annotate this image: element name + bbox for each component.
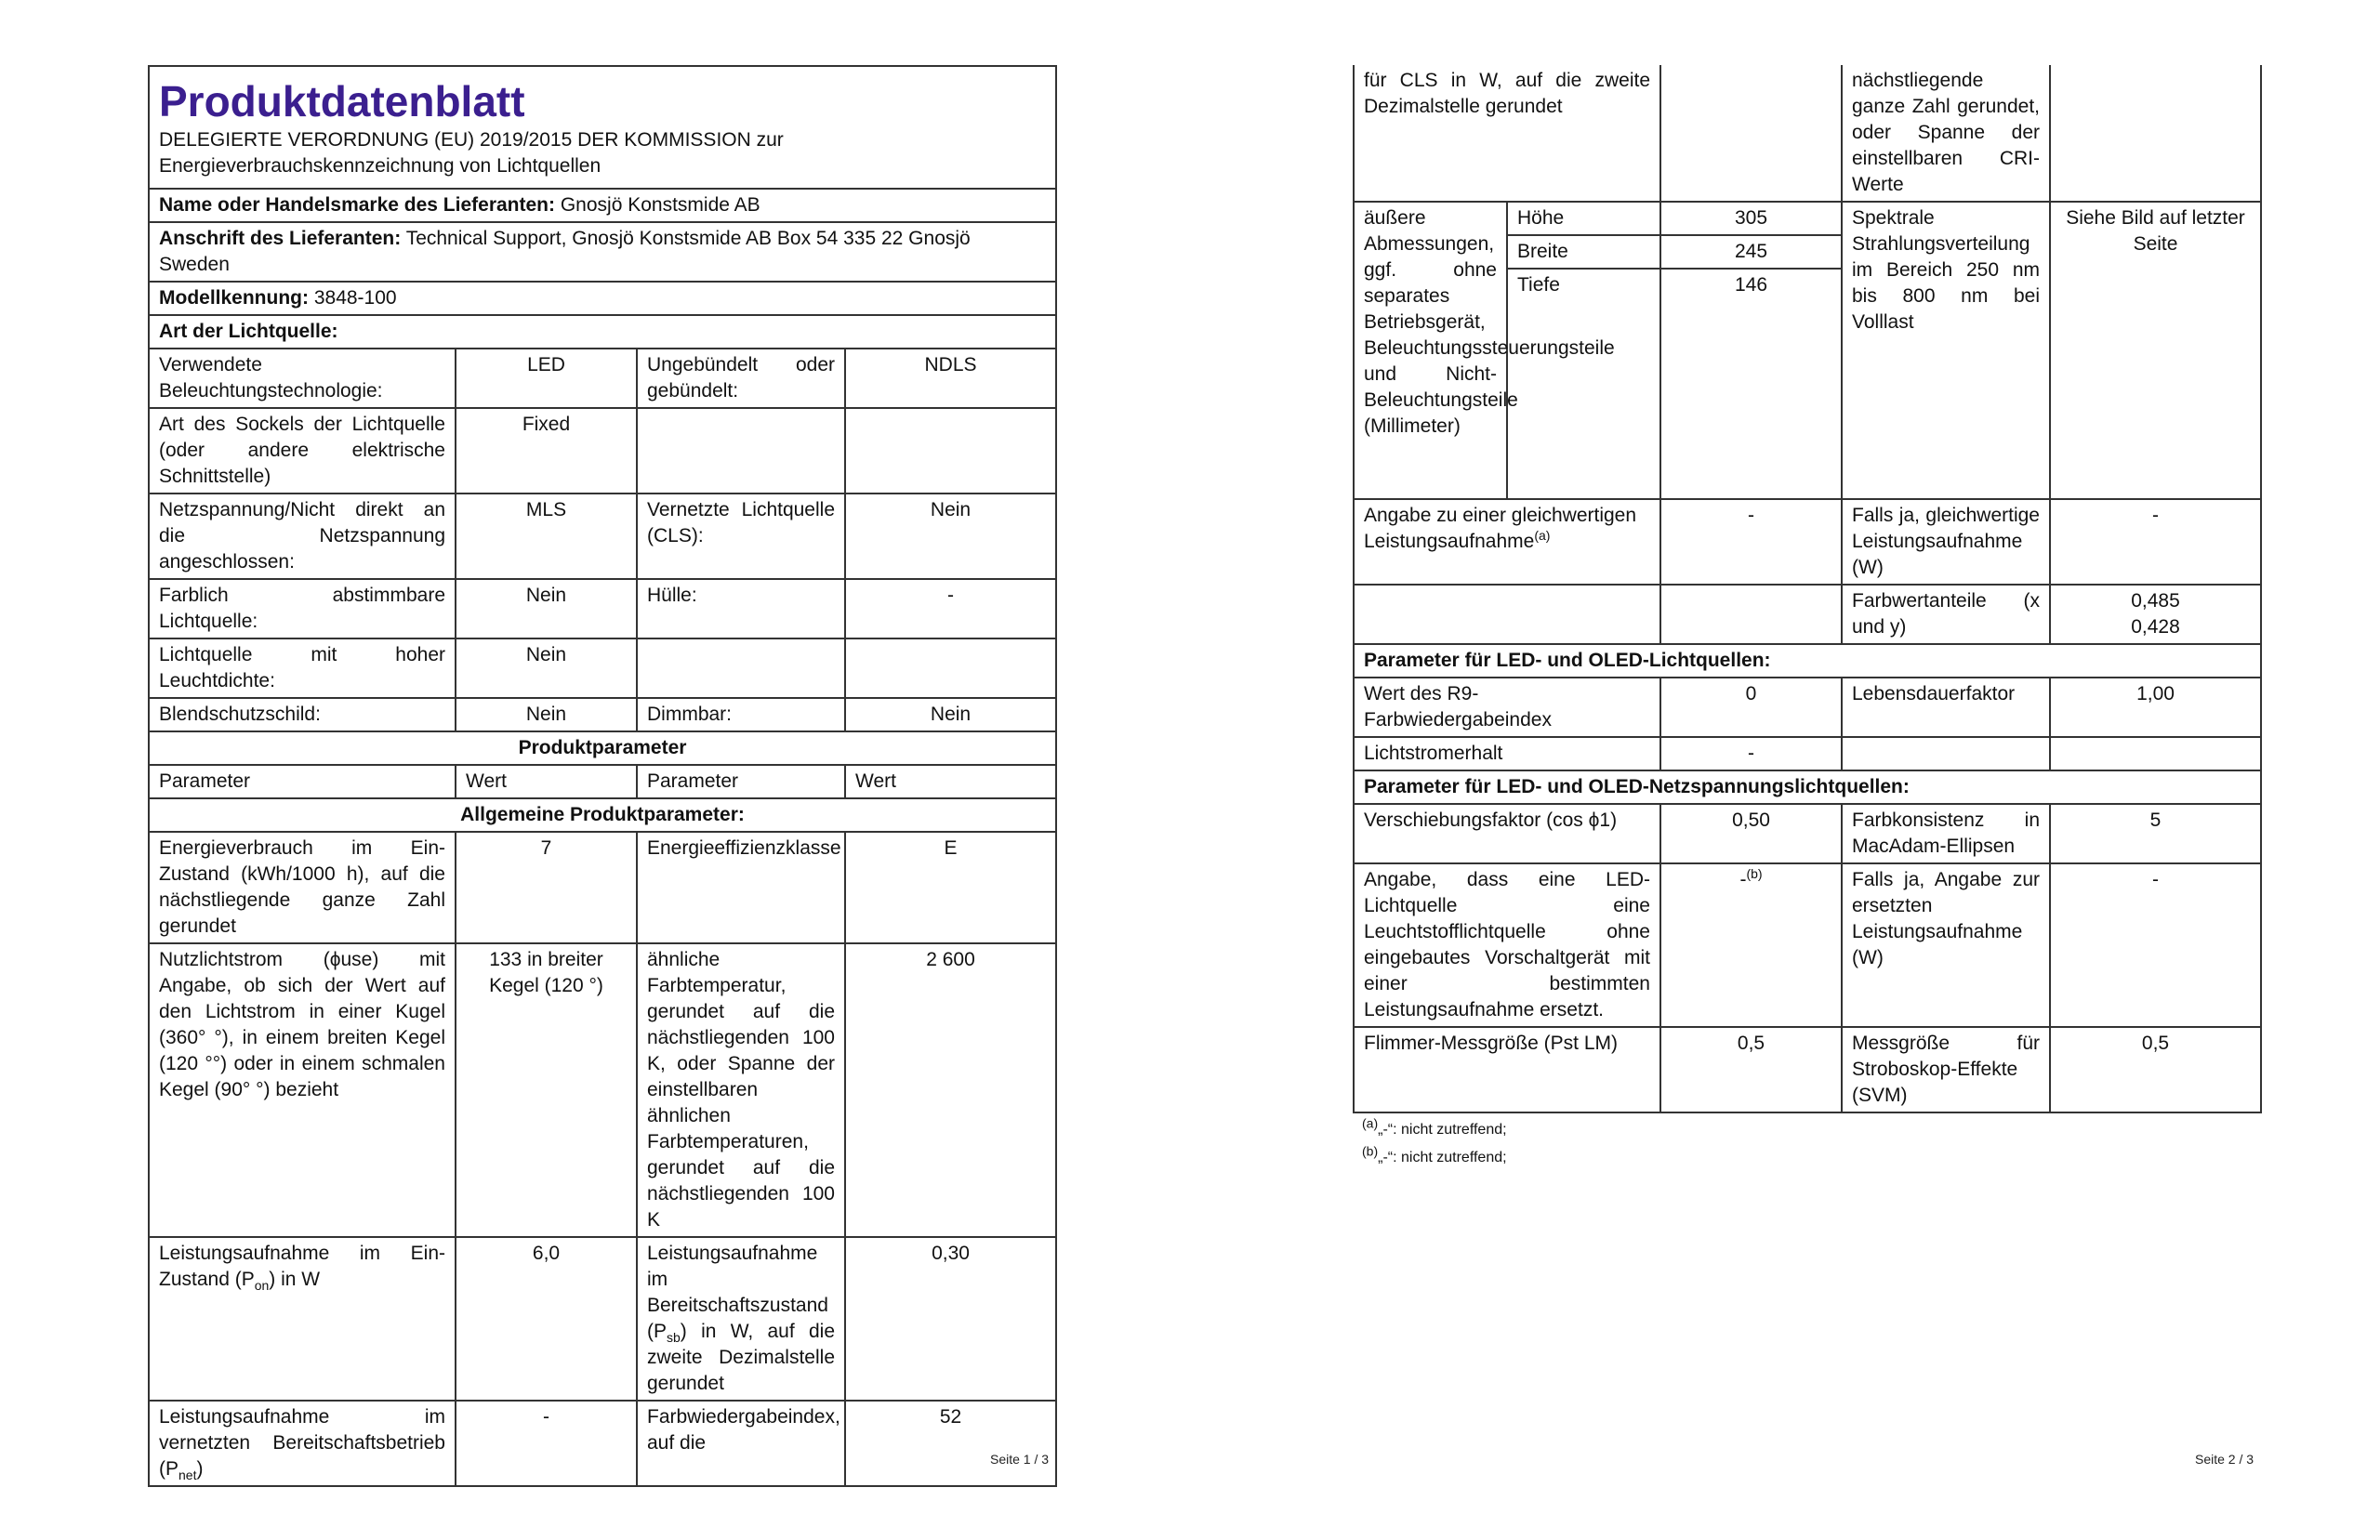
row-value: E: [845, 832, 1056, 943]
color-consistency-value: 5: [2050, 804, 2261, 863]
replacement-value-text: -: [1739, 869, 1747, 890]
product-sheet-table: [148, 65, 1057, 1487]
footnote-text: „-“: nicht zutreffend;: [1378, 1150, 1507, 1165]
net-standby-label: [149, 1401, 456, 1486]
row-value: 7: [456, 832, 637, 943]
continued-label: nächstliegende ganze Zahl gerundet, oder Spanne der einstellbaren CRI-Werte: [1842, 65, 2050, 202]
stroboscopic-label: Messgröße für Stroboskop-Effekte (SVM): [1842, 1027, 2050, 1112]
footnotes: [1362, 1115, 2269, 1167]
footnote-mark: (a): [1534, 528, 1551, 543]
footnote-b: [1362, 1143, 2269, 1167]
row-value: Nein: [845, 494, 1056, 579]
standby-value: 0,30: [845, 1237, 1056, 1401]
page-2: [1353, 0, 2260, 1540]
supplier-row: [149, 189, 1056, 222]
row-label: Ungebündelt oder gebündelt:: [637, 349, 845, 408]
row-label: Farblich abstimmbare Lichtquelle:: [149, 579, 456, 638]
empty-cell: [1660, 585, 1842, 644]
mains-params-header: Parameter für LED- und OLED-Netzspannungslichtquellen:: [1354, 770, 2261, 804]
replacement-yes-value: -: [2050, 863, 2261, 1027]
table-row: [1354, 499, 2261, 585]
table-row: [149, 349, 1056, 408]
row-value: LED: [456, 349, 637, 408]
continued-label: für CLS in W, auf die zweite Dezimalstelle gerundet: [1354, 65, 1660, 202]
continued-value: [2050, 65, 2261, 202]
power-on-label-text: Leistungsaufnahme im Ein-Zustand (P: [159, 1243, 445, 1290]
table-row: [149, 408, 1056, 494]
regulation-subtitle: DELEGIERTE VERORDNUNG (EU) 2019/2015 DER KOMMISSION zur Energieverbrauchskennzeichnung von Lichtquellen: [159, 129, 784, 177]
column-header-row: [149, 765, 1056, 798]
spectral-label: Spektrale Strahlungsverteilung im Bereich 250 nm bis 800 nm bei Volllast: [1842, 202, 2050, 499]
footnote-mark: (a): [1362, 1115, 1379, 1131]
row-value: Nein: [456, 698, 637, 731]
lifetime-value: 1,00: [2050, 678, 2261, 737]
table-row: [1354, 202, 2261, 235]
dimension-value: 305: [1660, 202, 1842, 235]
r9-label: Wert des R9-Farbwiedergabeindex: [1354, 678, 1660, 737]
equivalent-yes-label: Falls ja, gleichwertige Leistungsaufnahme (W): [1842, 499, 2050, 585]
empty-cell: [1354, 585, 1660, 644]
table-row: [1354, 585, 2261, 644]
address-row: [149, 222, 1056, 282]
row-value: Nein: [456, 638, 637, 698]
stroboscopic-value: 0,5: [2050, 1027, 2261, 1112]
table-row: [1354, 737, 2261, 770]
empty-cell: [1842, 737, 2050, 770]
power-on-label: [149, 1237, 456, 1401]
row-value: 133 in breiter Kegel (120 °): [456, 943, 637, 1237]
standby-subscript: sb: [667, 1330, 681, 1346]
row-value: 2 600: [845, 943, 1056, 1237]
row-value: Nein: [845, 698, 1056, 731]
header-cell: [149, 66, 1056, 189]
row-label: Lichtquelle mit hoher Leuchtdichte:: [149, 638, 456, 698]
replacement-value: [1660, 863, 1842, 1027]
row-value: [845, 408, 1056, 494]
footnote-mark: (b): [1362, 1143, 1379, 1159]
power-on-value: 6,0: [456, 1237, 637, 1401]
col-header-param: Parameter: [637, 765, 845, 798]
chromaticity-x: 0,485: [2131, 590, 2180, 612]
net-subscript: net: [178, 1468, 197, 1483]
supplier-label: Name oder Handelsmarke des Lieferanten:: [159, 194, 555, 216]
net-standby-value: -: [456, 1401, 637, 1486]
equivalent-power-value: -: [1660, 499, 1842, 585]
equivalent-power-text: Angabe zu einer gleichwertigen Leistungsaufnahme: [1364, 505, 1637, 552]
table-row: [1354, 678, 2261, 737]
footnote-a: [1362, 1115, 2269, 1139]
row-value: NDLS: [845, 349, 1056, 408]
row-value: Fixed: [456, 408, 637, 494]
replacement-label: Angabe, dass eine LED-Lichtquelle eine Leuchtstofflichtquelle ohne eingebautes Vorschaltgerät mit einer bestimmten Leistungsaufnahme ersetzt.: [1354, 863, 1660, 1027]
lifetime-label: Lebensdauerfaktor: [1842, 678, 2050, 737]
continued-value: [1660, 65, 1842, 202]
dimension-name: Breite: [1507, 235, 1660, 269]
col-header-param: Parameter: [149, 765, 456, 798]
model-value: 3848-100: [313, 287, 397, 309]
footnote-text: „-“: nicht zutreffend;: [1378, 1122, 1507, 1138]
row-label: Dimmbar:: [637, 698, 845, 731]
row-label: Verwendete Beleuchtungstechnologie:: [149, 349, 456, 408]
row-label: Netzspannung/Nicht direkt an die Netzspannung angeschlossen:: [149, 494, 456, 579]
product-params-header: Produktparameter: [149, 731, 1056, 765]
row-label: Blendschutzschild:: [149, 698, 456, 731]
table-row: [149, 579, 1056, 638]
chromaticity-value: [2050, 585, 2261, 644]
dimension-name: Höhe: [1507, 202, 1660, 235]
light-source-type-label: Art der Lichtquelle:: [149, 315, 1056, 349]
shift-factor-value: 0,50: [1660, 804, 1842, 863]
r9-value: 0: [1660, 678, 1842, 737]
page-footer: Seite 2 / 3: [2195, 1452, 2254, 1467]
table-row: [149, 1237, 1056, 1401]
lumen-maintenance-label: Lichtstromerhalt: [1354, 737, 1660, 770]
table-row: [1354, 65, 2261, 202]
dimension-value: 146: [1660, 269, 1842, 499]
general-params-header: Allgemeine Produktparameter:: [149, 798, 1056, 832]
dimension-value: 245: [1660, 235, 1842, 269]
page-2-clip: [1353, 65, 2260, 1165]
power-on-label-unit: ) in W: [269, 1269, 321, 1290]
lumen-maintenance-value: -: [1660, 737, 1842, 770]
chromaticity-y: 0,428: [2131, 616, 2180, 638]
table-row: [1354, 863, 2261, 1027]
table-row: [1354, 1027, 2261, 1112]
table-row: [149, 1401, 1056, 1486]
page-footer: Seite 1 / 3: [990, 1452, 1050, 1467]
col-header-value: Wert: [845, 765, 1056, 798]
row-value: MLS: [456, 494, 637, 579]
row-label: Vernetzte Lichtquelle (CLS):: [637, 494, 845, 579]
net-label-unit: ): [196, 1458, 204, 1480]
led-params-header: Parameter für LED- und OLED-Lichtquellen:: [1354, 644, 2261, 678]
address-value: Technical Support, Gnosjö Konstsmide AB Box 54 335 22 Gnosjö Sweden: [159, 228, 971, 275]
footnote-mark: (b): [1746, 866, 1763, 881]
dimension-name: Tiefe: [1507, 269, 1660, 499]
flicker-value: 0,5: [1660, 1027, 1842, 1112]
row-value: -: [845, 579, 1056, 638]
table-row: [149, 832, 1056, 943]
row-label: Nutzlichtstrom (ϕuse) mit Angabe, ob sich der Wert auf den Lichtstrom in einer Kugel (360° °), in einem breiten Kegel (120 °°) oder in einem schmalen Kegel (90° °) bezieht: [149, 943, 456, 1237]
row-label: Energieeffizienzklasse: [637, 832, 845, 943]
model-row: [149, 282, 1056, 315]
net-label-text: Leistungsaufnahme im vernetzten Bereitschaftsbetrieb (P: [159, 1406, 445, 1480]
standby-label-text: Leistungsaufnahme im Bereitschaftszustand (P: [647, 1243, 828, 1342]
replacement-yes-label: Falls ja, Angabe zur ersetzten Leistungsaufnahme (W): [1842, 863, 2050, 1027]
table-row: [149, 638, 1056, 698]
chromaticity-label: Farbwertanteile (x und y): [1842, 585, 2050, 644]
flicker-label: Flimmer-Messgröße (Pst LM): [1354, 1027, 1660, 1112]
spectral-value: Siehe Bild auf letzter Seite: [2050, 202, 2261, 499]
row-label: [637, 408, 845, 494]
standby-label: [637, 1237, 845, 1401]
supplier-value: Gnosjö Konstsmide AB: [560, 194, 760, 216]
power-on-subscript: on: [254, 1278, 270, 1294]
row-label: Energieverbrauch im Ein-Zustand (kWh/1000 h), auf die nächstliegende ganze Zahl gerundet: [149, 832, 456, 943]
page-1: [148, 0, 1055, 1540]
parameters-table: [1353, 65, 2262, 1113]
row-label: [637, 638, 845, 698]
row-label: Hülle:: [637, 579, 845, 638]
model-label: Modellkennung:: [159, 287, 309, 309]
row-value: Nein: [456, 579, 637, 638]
shift-factor-label: Verschiebungsfaktor (cos ϕ1): [1354, 804, 1660, 863]
table-row: [149, 943, 1056, 1237]
empty-cell: [2050, 737, 2261, 770]
row-value: [845, 638, 1056, 698]
row-label: ähnliche Farbtemperatur, gerundet auf die nächstliegenden 100 K, oder Spanne der einstellbaren ähnlichen Farbtemperaturen, gerundet auf die nächstliegenden 100 K: [637, 943, 845, 1237]
table-row: [1354, 804, 2261, 863]
row-label: Art des Sockels der Lichtquelle (oder andere elektrische Schnittstelle): [149, 408, 456, 494]
equivalent-yes-value: -: [2050, 499, 2261, 585]
dimensions-label: äußere Abmessungen, ggf. ohne separates Betriebsgerät, Beleuchtungssteuerungsteile und Nicht-Beleuchtungsteile (Millimeter): [1354, 202, 1507, 499]
table-row: [149, 494, 1056, 579]
equivalent-power-label: [1354, 499, 1660, 585]
page-title: Produktdatenblatt: [159, 77, 525, 125]
cri-label: Farbwiedergabeindex, auf die: [637, 1401, 845, 1486]
color-consistency-label: Farbkonsistenz in MacAdam-Ellipsen: [1842, 804, 2050, 863]
cri-value: 52: [845, 1401, 1056, 1486]
col-header-value: Wert: [456, 765, 637, 798]
standby-label-unit: ) in W, auf die zweite Dezimalstelle gerundet: [647, 1321, 835, 1394]
address-label: Anschrift des Lieferanten:: [159, 228, 402, 249]
table-row: [149, 698, 1056, 731]
